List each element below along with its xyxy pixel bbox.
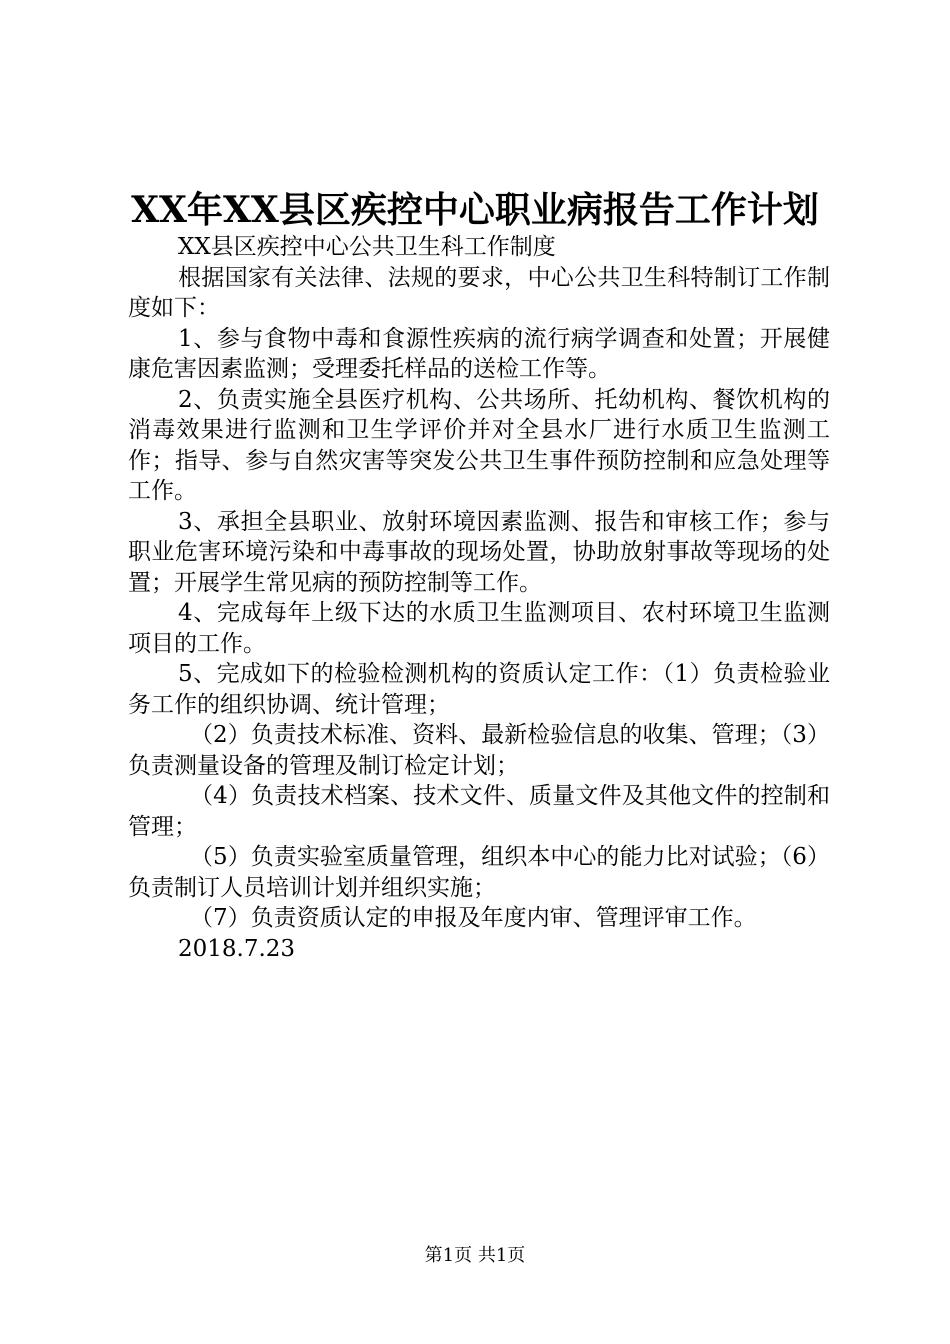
document-title: XX年XX县区疾控中心职业病报告工作计划 xyxy=(131,189,819,231)
sub-item-2-3-paragraph: （2）负责技术标准、资料、最新检验信息的收集、管理；（3）负责测量设备的管理及制订检定计划； xyxy=(128,722,830,779)
intro-paragraph: 根据国家有关法律、法规的要求，中心公共卫生科特制订工作制度如下： xyxy=(128,264,830,321)
document-body xyxy=(128,232,830,964)
subtitle-paragraph: XX县区疾控中心公共卫生科工作制度 xyxy=(178,234,556,260)
item-4-paragraph: 4、完成每年上级下达的水质卫生监测项目、农村环境卫生监测项目的工作。 xyxy=(128,600,830,657)
sub-item-5-6-paragraph: （5）负责实验室质量管理，组织本中心的能力比对试验；（6）负责制订人员培训计划并组织实施； xyxy=(128,844,830,901)
item-1-paragraph: 1、参与食物中毒和食源性疾病的流行病学调查和处置；开展健康危害因素监测；受理委托样品的送检工作等。 xyxy=(128,325,830,382)
document-date: 2018.7.23 xyxy=(178,935,296,962)
sub-item-7-paragraph: （7）负责资质认定的申报及年度内审、管理评审工作。 xyxy=(190,905,757,931)
item-2-paragraph: 2、负责实施全县医疗机构、公共场所、托幼机构、餐饮机构的消毒效果进行监测和卫生学评价并对全县水厂进行水质卫生监测工作；指导、参与自然灾害等突发公共卫生事件预防控制和应急处理等工作。 xyxy=(128,386,830,504)
item-3-paragraph: 3、承担全县职业、放射环境因素监测、报告和审核工作；参与职业危害环境污染和中毒事故的现场处置，协助放射事故等现场的处置；开展学生常见病的预防控制等工作。 xyxy=(128,508,830,596)
sub-item-4-paragraph: （4）负责技术档案、技术文件、质量文件及其他文件的控制和管理； xyxy=(128,783,830,840)
item-5-paragraph: 5、完成如下的检验检测机构的资质认定工作：（1）负责检验业务工作的组织协调、统计管理； xyxy=(128,661,830,718)
page-footer: 第1页 共1页 xyxy=(424,1245,526,1266)
